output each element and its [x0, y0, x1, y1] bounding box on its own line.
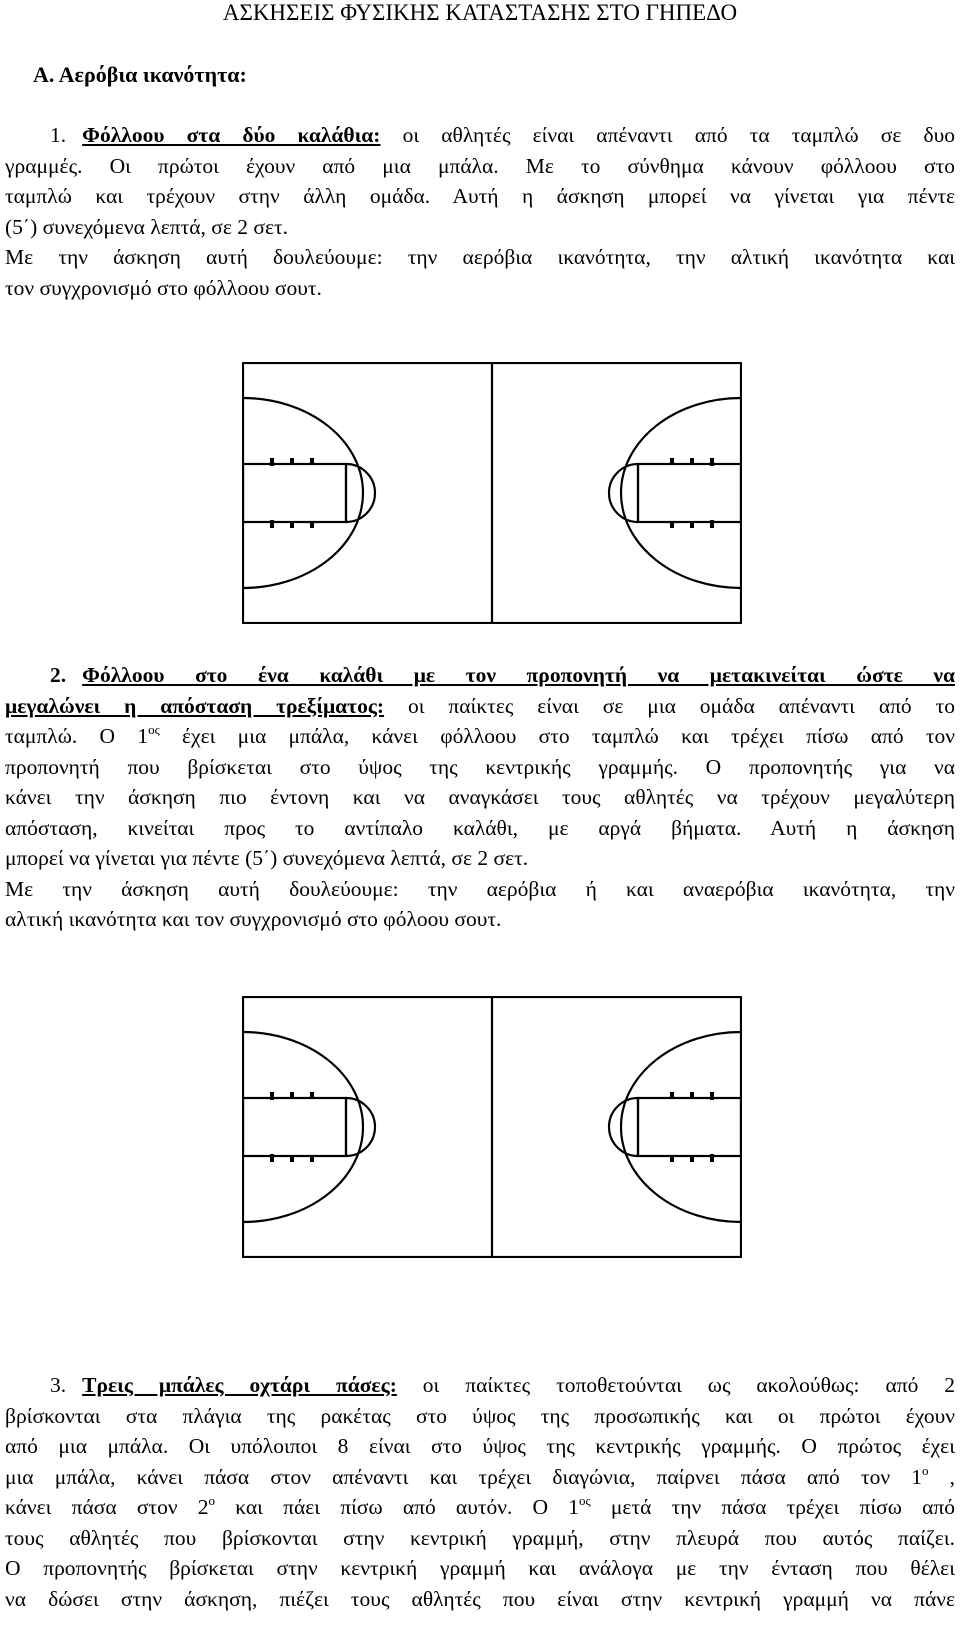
exercise-2-line-9: αλτική ικανότητα και τον συγχρονισμό στο φόλοου σουτ. — [5, 907, 502, 931]
left-key — [243, 1098, 346, 1156]
exercise-1-line-3: ταμπλώ και τρέχουν στην άλλη ομάδα. Αυτή η άσκηση μπορεί να γίνεται για πέντε — [5, 184, 955, 208]
right-key — [638, 1098, 741, 1156]
exercise-3-line-1 — [5, 1370, 955, 1401]
exercise-2-text-2: οι παίκτες είναι σε μια ομάδα απέναντι από το — [384, 693, 955, 718]
basketball-court-diagram-2 — [242, 996, 742, 1258]
exercise-2-line-2 — [5, 691, 955, 722]
exercise-3-line-5 — [5, 1492, 955, 1523]
exercise-2-text-3b: έχει μια μπάλα, κάνει φόλλοου στο ταμπλώ και τρέχει πίσω από τον — [159, 724, 955, 748]
exercise-1-number: 1. — [50, 123, 67, 147]
exercise-3-text-5a: κάνει πάσα στον 2 — [5, 1495, 209, 1519]
exercise-3-text-1: οι παίκτες τοποθετούνται ως ακολούθως: από 2 — [396, 1373, 955, 1397]
exercise-3-line-7: Ο προπονητής βρίσκεται στην κεντρική γραμμή και ανάλογα με την ένταση που θέλει — [5, 1556, 955, 1580]
exercise-3-sup-2: ο — [208, 1493, 215, 1508]
exercise-1-line-6: τον συγχρονισμό στο φόλλοου σουτ. — [5, 275, 322, 300]
exercise-3-line-4 — [5, 1462, 955, 1493]
exercise-2 — [5, 660, 955, 935]
exercise-1-text-1: οι αθλητές είναι απέναντι από τα ταμπλώ σε δυο — [380, 123, 955, 147]
exercise-2-title-2: μεγαλώνει η απόσταση τρεξίματος: — [5, 693, 385, 718]
exercise-2-title-1: Φόλλοου στο ένα καλάθι με τον προπονητή να μετακινείται ώστε να — [82, 663, 955, 687]
exercise-2-line-6: απόσταση, κινείται προς το αντίπαλο καλάθι, με αργά βήματα. Αυτή η άσκηση — [5, 815, 955, 840]
exercise-3-sup-3: ος — [579, 1493, 591, 1508]
exercise-2-line-7: μπορεί να γίνεται για πέντε (5΄) συνεχόμενα λεπτά, σε 2 σετ. — [5, 846, 529, 870]
exercise-1-line-1 — [5, 120, 955, 151]
right-key — [638, 464, 741, 522]
exercise-3-text-4a: μια μπάλα, κάνει πάσα στον απέναντι και τρέχει διαγώνια, παίρνει πάσα από τον 1 — [5, 1464, 922, 1489]
court-svg-2 — [242, 996, 742, 1258]
left-key — [243, 464, 346, 522]
exercise-2-line-1 — [5, 660, 955, 691]
document-title: ΑΣΚΗΣΕΙΣ ΦΥΣΙΚΗΣ ΚΑΤΑΣΤΑΣΗΣ ΣΤΟ ΓΗΠΕΔΟ — [222, 0, 738, 25]
exercise-1-line-2: γραμμές. Οι πρώτοι έχουν από μια μπάλα. Με το σύνθημα κάνουν φόλλοου στο — [5, 153, 955, 178]
exercise-3-number: 3. — [50, 1373, 67, 1397]
exercise-2-line-3 — [5, 721, 955, 752]
exercise-3-line-3: από μια μπάλα. Οι υπόλοιποι 8 είναι στο ύψος της κεντρικής γραμμής. Ο πρώτος έχει — [5, 1434, 955, 1458]
exercise-3-text-5b: και πάει πίσω από αυτόν. Ο 1 — [215, 1495, 580, 1519]
exercise-3-sup-1: ο — [921, 1462, 929, 1478]
section-heading: Α. Αερόβια ικανότητα: — [33, 62, 247, 87]
exercise-2-text-3a: ταμπλώ. Ο 1 — [5, 724, 149, 748]
basketball-court-diagram-1 — [242, 362, 742, 624]
exercise-3-line-6: τους αθλητές που βρίσκονται στην κεντρική γραμμή, στην πλευρά που αυτός παίζει. — [5, 1525, 955, 1550]
exercise-3-text-5c: μετά την πάσα τρέχει πίσω από — [590, 1495, 955, 1519]
exercise-1 — [5, 120, 955, 303]
exercise-3-line-2: βρίσκονται στα πλάγια της ρακέτας στο ύψος της προσωπικής και οι πρώτοι έχουν — [5, 1403, 955, 1428]
exercise-2-line-5: κάνει την άσκηση πιο έντονη και να αναγκάσει τους αθλητές να τρέχουν μεγαλύτερη — [5, 785, 955, 809]
court-svg-1 — [242, 362, 742, 624]
exercise-3 — [5, 1370, 955, 1614]
exercise-1-line-4: (5΄) συνεχόμενα λεπτά, σε 2 σετ. — [5, 214, 289, 239]
exercise-2-line-8: Με την άσκηση αυτή δουλεύουμε: την αερόβια ή και αναερόβια ικανότητα, την — [5, 876, 955, 901]
exercise-3-line-8: να δώσει στην άσκηση, πιέζει τους αθλητές που είναι στην κεντρική γραμμή να πάνε — [5, 1586, 955, 1611]
exercise-3-title: Τρεις μπάλες οχτάρι πάσες: — [82, 1373, 397, 1397]
exercise-1-line-5: Με την άσκηση αυτή δουλεύουμε: την αερόβια ικανότητα, την αλτική ικανότητα και — [5, 245, 955, 269]
exercise-2-number: 2. — [50, 663, 67, 687]
exercise-2-line-4: προπονητή που βρίσκεται στο ύψος της κεντρικής γραμμής. Ο προπονητής για να — [5, 754, 955, 779]
exercise-2-sup: ος — [148, 722, 160, 737]
exercise-1-title: Φόλλοου στα δύο καλάθια: — [82, 123, 381, 147]
exercise-3-text-4b: , — [928, 1464, 955, 1489]
